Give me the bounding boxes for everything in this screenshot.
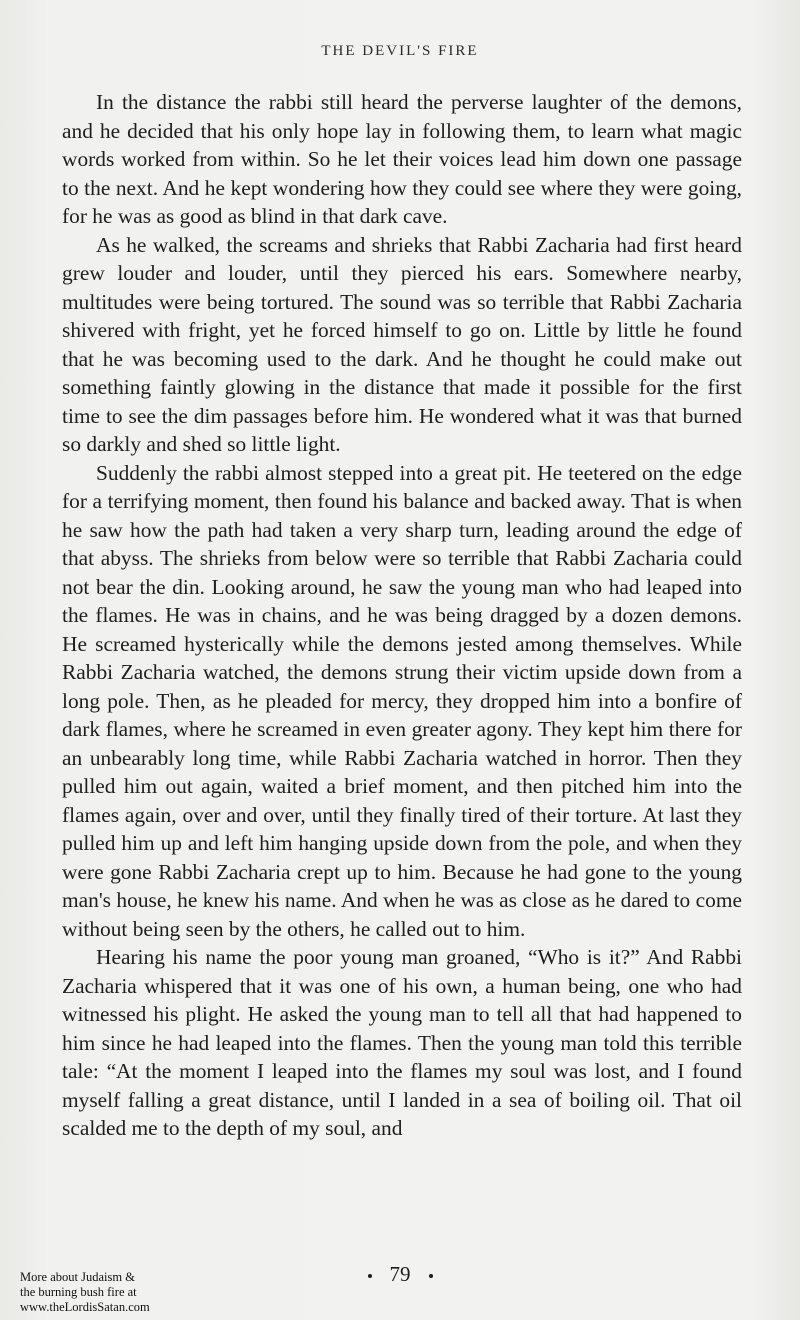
promo-caption <box>20 1270 190 1315</box>
bullet-dot-icon <box>368 1274 372 1278</box>
paragraph-4: Hearing his name the poor young man groaned, “Who is it?” And Rabbi Zacharia whispered that it was one of his own, a human being, one who had witnessed his plight. He asked the young man to tell all that had happened to him since he had leaped into the flames. Then the young man told this terrible tale: “At the moment I leaped into the flames my soul was lost, and I found myself falling a great distance, until I landed in a sea of boiling oil. That oil scalded me to the depth of my soul, and <box>62 945 742 1140</box>
paragraph-3: Suddenly the rabbi almost stepped into a great pit. He teetered on the edge for a terrifying moment, then found his balance and backed away. That is when he saw how the path had taken a very sharp turn, leading around the edge of that abyss. The shrieks from below were so terrible that Rabbi Zacharia could not bear the din. Looking around, he saw the young man who had leaped into the flames. He was in chains, and he was being dragged by a dozen demons. He screamed hysterically while the demons jested among themselves. While Rabbi Zacharia watched, the demons strung their victim upside down from a long pole. Then, as he pleaded for mercy, they dropped him into a bonfire of dark flames, where he screamed in even greater agony. They kept him there for an unbearably long time, while Rabbi Zacharia watched in horror. Then they pulled him out again, waited a brief moment, and then pitched him into the flames again, over and over, until they finally tired of their torture. At last they pulled him up and left him hanging upside down from the pole, and when they were gone Rabbi Zacharia crept up to him. Because he had gone to the young man's house, he knew his name. And when he was as close as he dared to come without being seen by the others, he called out to him. <box>62 460 742 941</box>
promo-line-1: More about Judaism & <box>20 1270 135 1284</box>
page-number: 79 <box>389 1262 411 1286</box>
promo-url: www.theLordisSatan.com <box>20 1300 150 1314</box>
paragraph-1: In the distance the rabbi still heard the perverse laughter of the demons, and he decided that his only hope lay in following them, to learn what magic words worked from within. So he let their voices lead him down one passage to the next. And he kept wondering how they could see where they were going, for he was as good as blind in that dark cave. <box>62 90 742 228</box>
promo-line-2: the burning bush fire at <box>20 1285 137 1299</box>
body-text <box>62 88 742 1143</box>
paragraph-2: As he walked, the screams and shrieks that Rabbi Zacharia had first heard grew louder and louder, until they pierced his ears. Somewhere nearby, multitudes were being tortured. The sound was so terrible that Rabbi Zacharia shivered with fright, yet he forced himself to go on. Little by little he found that he was becoming used to the dark. And he thought he could make out something faintly glowing in the distance that made it possible for the first time to see the dim passages before him. He wondered what it was that burned so darkly and shed so little light. <box>62 232 742 456</box>
bullet-dot-icon <box>429 1274 433 1278</box>
running-head: THE DEVIL'S FIRE <box>321 43 479 59</box>
